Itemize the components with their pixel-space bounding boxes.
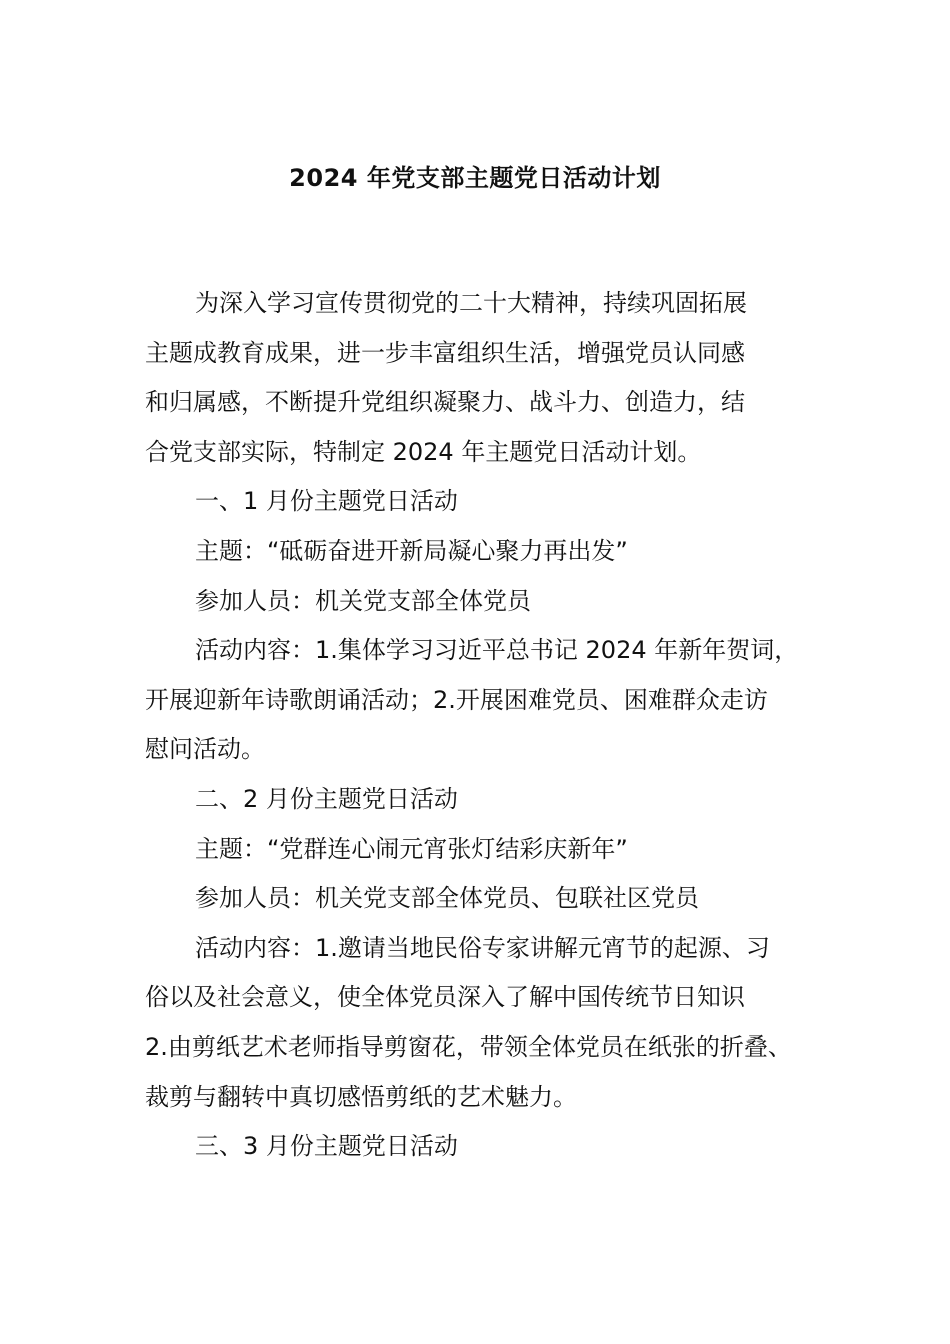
section-heading: 一、1 月份主题党日活动 — [195, 487, 458, 516]
text-line: 主题成教育成果，进一步丰富组织生活，增强党员认同感 — [145, 338, 745, 367]
text-line: 俗以及社会意义，使全体党员深入了解中国传统节日知识 — [145, 983, 745, 1012]
text-line: 2.由剪纸艺术老师指导剪窗花，带领全体党员在纸张的折叠、 — [145, 1032, 792, 1061]
document-title: 2024 年党支部主题党日活动计划 — [289, 164, 661, 192]
text-line: 开展迎新年诗歌朗诵活动；2.开展困难党员、困难群众走访 — [145, 685, 768, 714]
text-line: 为深入学习宣传贯彻党的二十大精神，持续巩固拓展 — [195, 289, 747, 317]
activity-theme: 主题：“砥砺奋进开新局凝心聚力再出发” — [195, 536, 628, 565]
activity-theme: 主题：“党群连心闹元宵张灯结彩庆新年” — [195, 834, 628, 863]
activity-content: 活动内容：1.邀请当地民俗专家讲解元宵节的起源、习 — [195, 933, 770, 962]
text-line: 裁剪与翻转中真切感悟剪纸的艺术魅力。 — [145, 1082, 577, 1111]
section-heading: 三、3 月份主题党日活动 — [195, 1132, 458, 1161]
text-line: 慰问活动。 — [145, 735, 265, 764]
activity-participants: 参加人员：机关党支部全体党员 — [195, 586, 531, 615]
activity-content: 活动内容：1.集体学习习近平总书记 2024 年新年贺词， — [195, 636, 799, 665]
text-line: 和归属感，不断提升党组织凝聚力、战斗力、创造力，结 — [145, 388, 745, 417]
activity-participants: 参加人员：机关党支部全体党员、包联社区党员 — [195, 884, 699, 913]
document-body — [145, 279, 835, 1172]
text-line: 合党支部实际，特制定 2024 年主题党日活动计划。 — [145, 437, 702, 466]
section-heading: 二、2 月份主题党日活动 — [195, 784, 458, 813]
